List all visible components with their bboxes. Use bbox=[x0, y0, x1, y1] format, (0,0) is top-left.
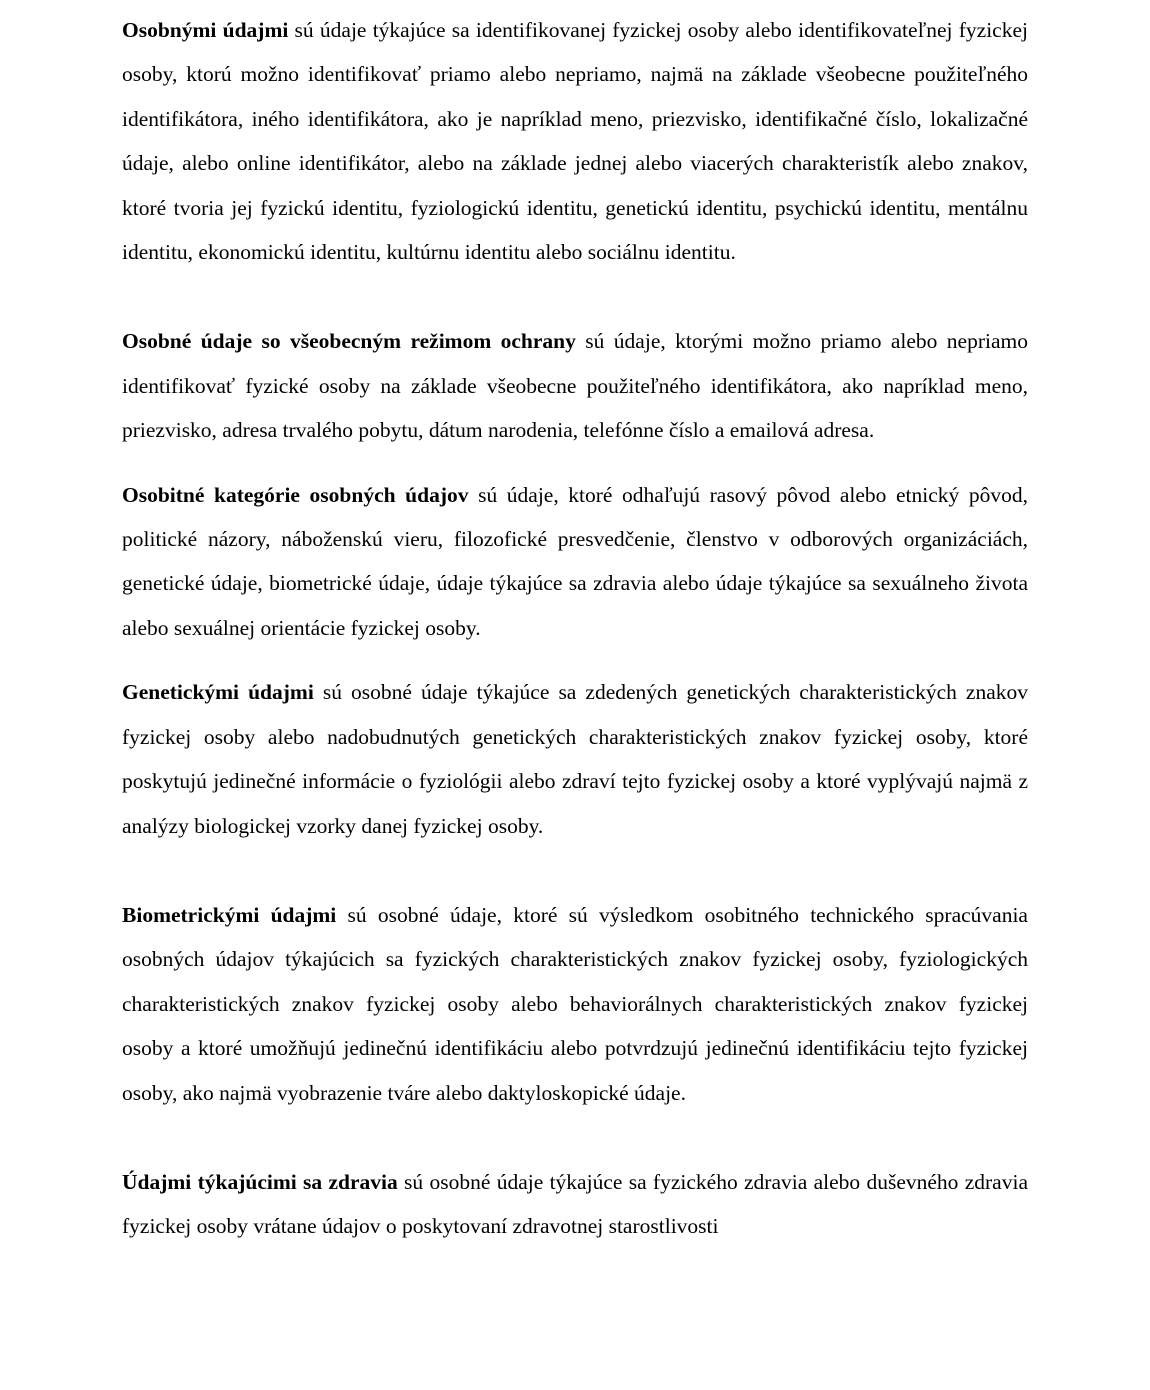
paragraph-spacer bbox=[122, 274, 1028, 319]
paragraph-spacer bbox=[122, 1115, 1028, 1160]
definition-term: Údajmi týkajúcimi sa zdravia bbox=[122, 1169, 398, 1194]
definition-text: sú osobné údaje, ktoré sú výsledkom osobitného technického spracúvania osobných údajov týkajúcich sa fyzických charakteristických znakov fyzickej osoby, fyziologických charakteristických znakov fyzickej osoby alebo behaviorálnych charakteristických znakov fyzickej osoby a ktoré umožňujú jedinečnú identifikáciu alebo potvrdzujú jedinečnú identifikáciu tejto fyzickej osoby, ako najmä vyobrazenie tváre alebo daktyloskopické údaje. bbox=[122, 902, 1028, 1105]
definition-text: sú osobné údaje týkajúce sa zdedených genetických charakteristických znakov fyzickej osoby alebo nadobudnutých genetických charakteristických znakov fyzickej osoby, ktoré poskytujú jedinečné informácie o fyziológii alebo zdraví tejto fyzickej osoby a ktoré vyplývajú najmä z analýzy biologickej vzorky danej fyzickej osoby. bbox=[122, 680, 1028, 838]
definition-paragraph-health-data bbox=[122, 1160, 1028, 1249]
paragraph-spacer bbox=[122, 848, 1028, 893]
definition-paragraph-general-personal-data bbox=[122, 319, 1028, 452]
paragraph-spacer bbox=[122, 650, 1028, 670]
definition-term: Osobitné kategórie osobných údajov bbox=[122, 482, 469, 507]
definition-paragraph-special-categories bbox=[122, 473, 1028, 651]
definition-paragraph-genetic-data bbox=[122, 670, 1028, 848]
definition-text: sú osobné údaje týkajúce sa fyzického zdravia alebo duševného zdravia fyzickej osoby vrátane údajov o poskytovaní zdravotnej starostlivosti bbox=[122, 1169, 1028, 1239]
definition-paragraph-biometric-data bbox=[122, 893, 1028, 1115]
definition-term: Genetickými údajmi bbox=[122, 680, 314, 705]
definition-text: sú údaje, ktoré odhaľujú rasový pôvod alebo etnický pôvod, politické názory, náboženskú vieru, filozofické presvedčenie, členstvo v odborových organizáciách, genetické údaje, biometrické údaje, údaje týkajúce sa zdravia alebo údaje týkajúce sa sexuálneho života alebo sexuálnej orientácie fyzickej osoby. bbox=[122, 482, 1028, 640]
definition-term: Osobnými údajmi bbox=[122, 18, 289, 42]
paragraph-spacer bbox=[122, 453, 1028, 473]
definition-term: Osobné údaje so všeobecným režimom ochrany bbox=[122, 329, 576, 354]
definition-text: sú údaje, ktorými možno priamo alebo nepriamo identifikovať fyzické osoby na základe všeobecne použiteľného identifikátora, ako napríklad meno, priezvisko, adresa trvalého pobytu, dátum narodenia, telefónne číslo a emailová adresa. bbox=[122, 329, 1028, 443]
definition-paragraph-personal-data bbox=[122, 8, 1028, 274]
document-page bbox=[122, 8, 1028, 1249]
definition-term: Biometrickými údajmi bbox=[122, 902, 337, 927]
definition-text: sú údaje týkajúce sa identifikovanej fyzickej osoby alebo identifikovateľnej fyzickej osoby, ktorú možno identifikovať priamo alebo nepriamo, najmä na základe všeobecne použiteľného identifikátora, iného identifikátora, ako je napríklad meno, priezvisko, identifikačné číslo, lokalizačné údaje, alebo online identifikátor, alebo na základe jednej alebo viacerých charakteristík alebo znakov, ktoré tvoria jej fyzickú identitu, fyziologickú identitu, genetickú identitu, psychickú identitu, mentálnu identitu, ekonomickú identitu, kultúrnu identitu alebo sociálnu identitu. bbox=[122, 18, 1028, 265]
